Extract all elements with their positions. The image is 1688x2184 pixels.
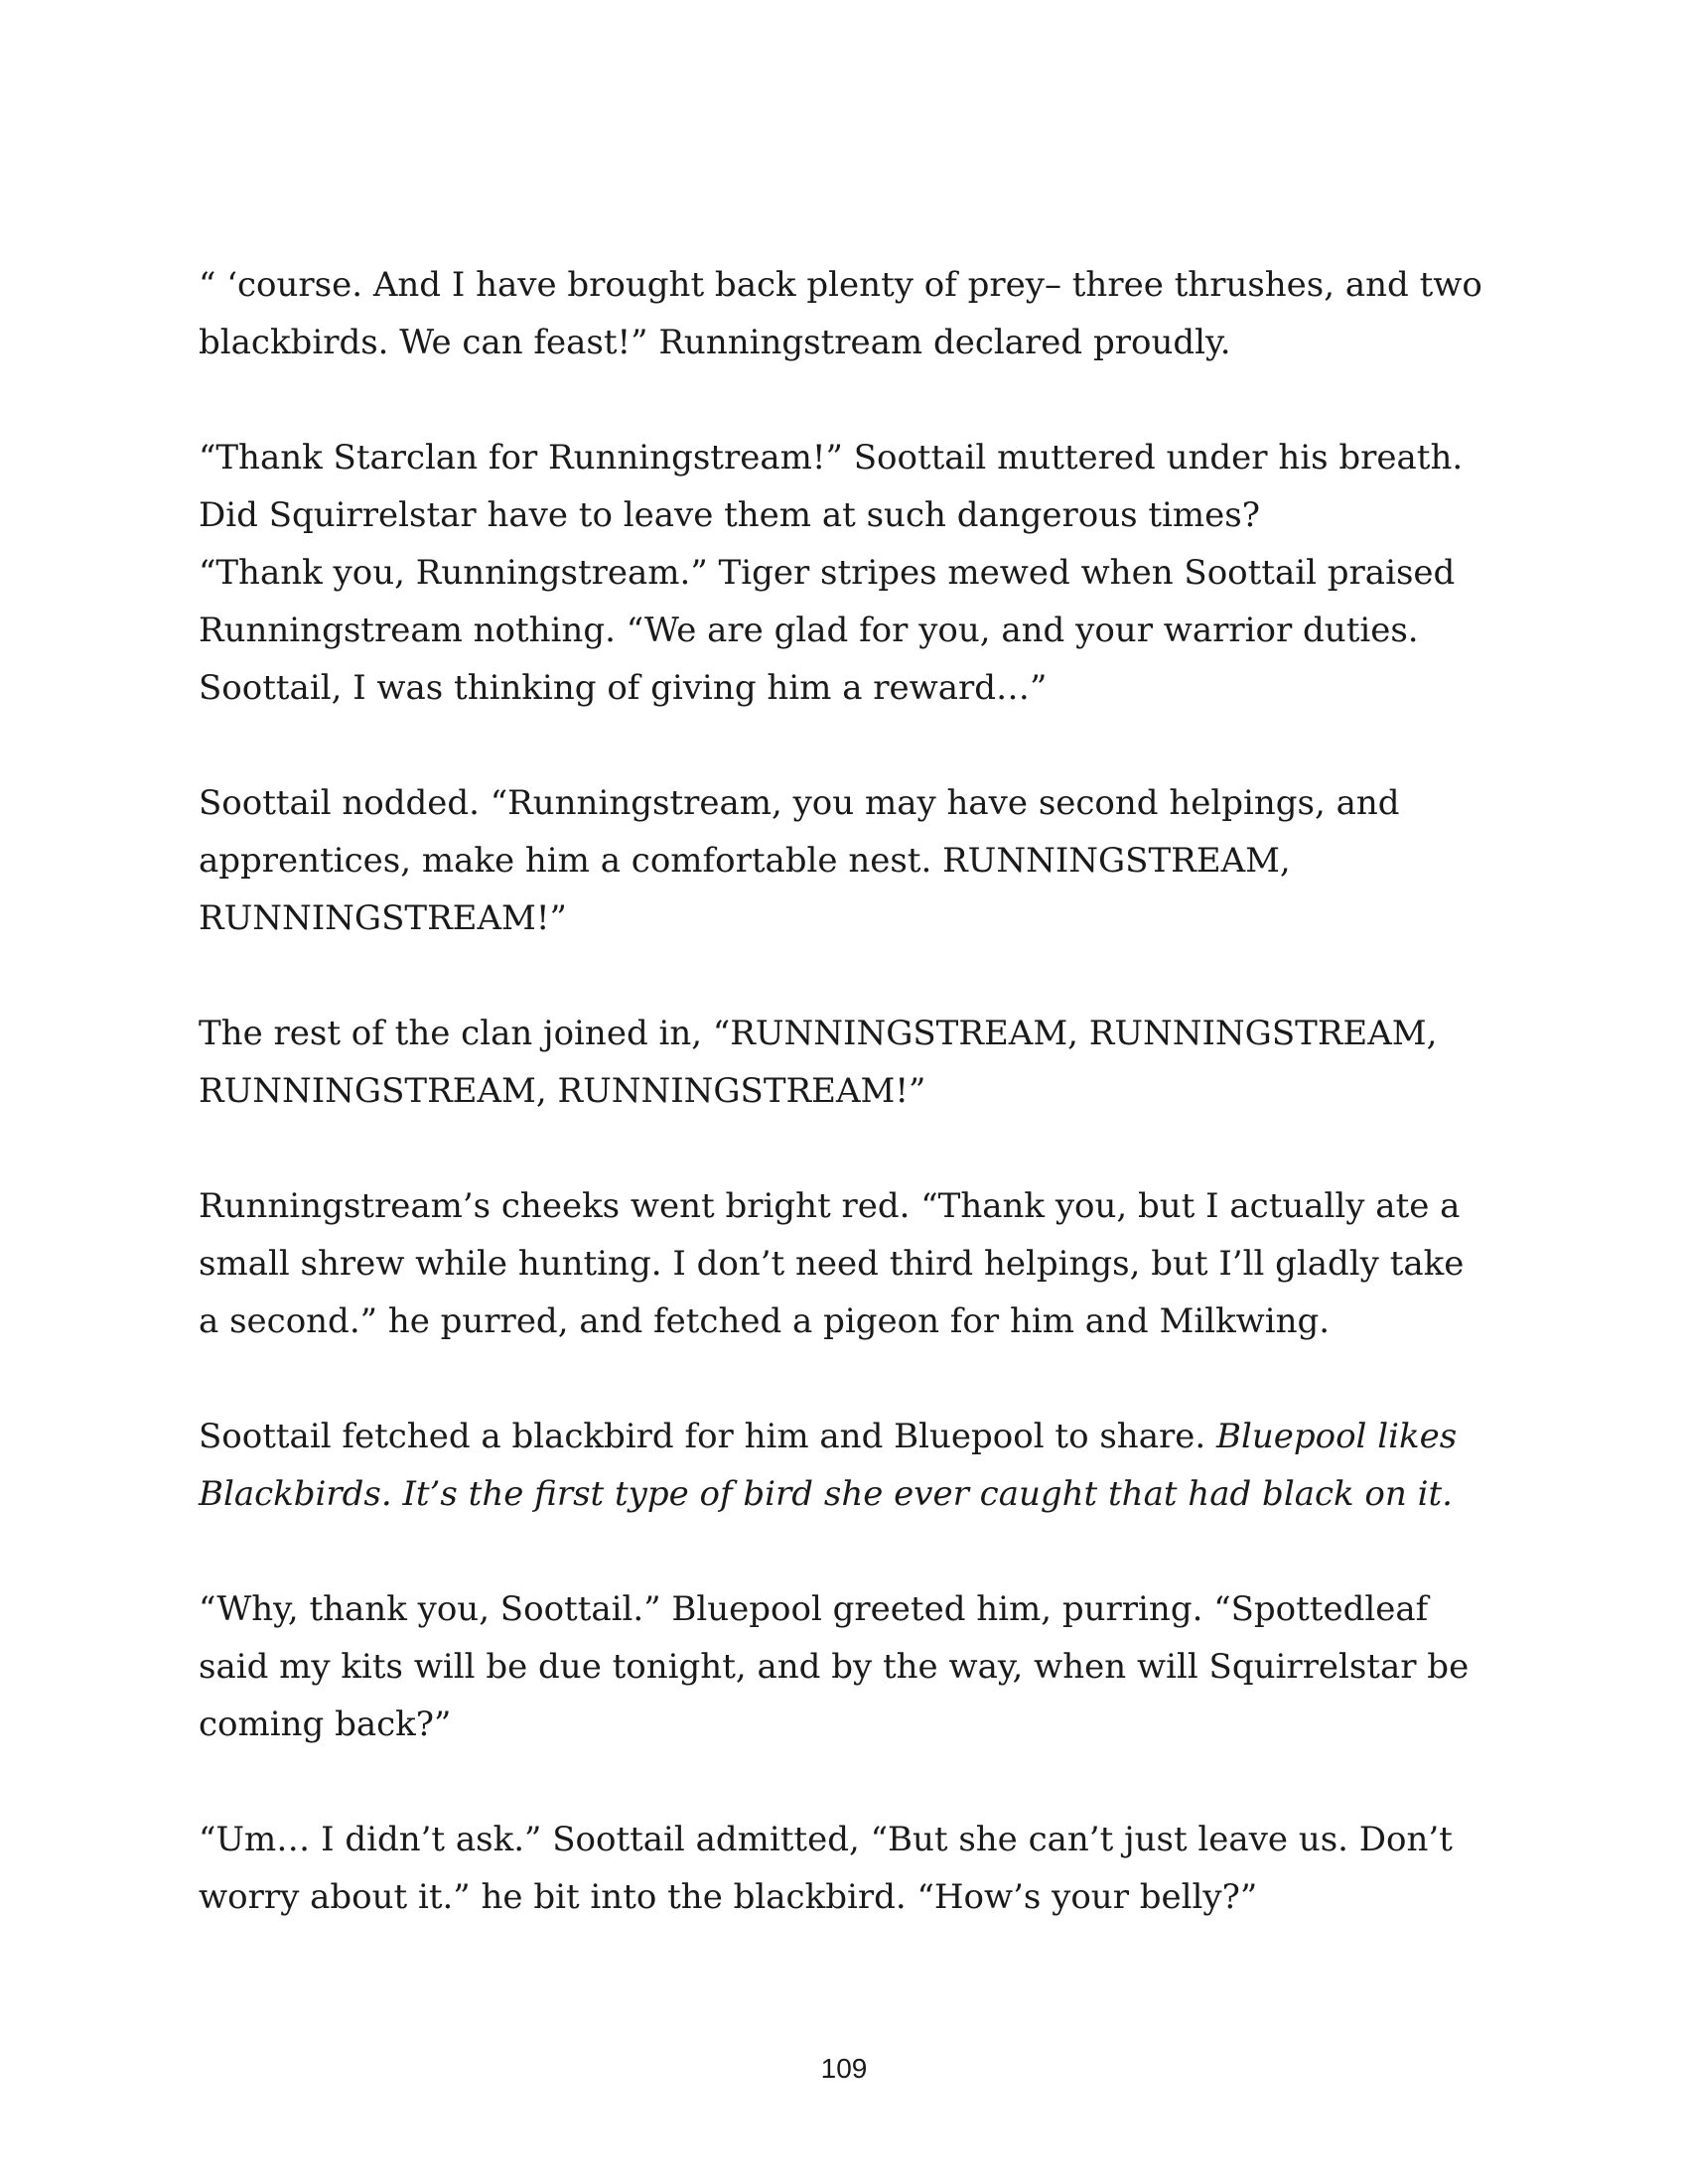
paragraph-6: Runningstream’s cheeks went bright red. “Thank you, but I actually ate a small shrew while hunting. I don’t need third helpings, but I’ll gladly take a second.” he purred, and fetched a pigeon for him and Milkwing. [199,1186,1465,1341]
italic-thought: Bluepool likes Blackbirds. It’s the first type of bird she ever caught that had black on it. [199,1417,1458,1514]
paragraph-4: Soottail nodded. “Runningstream, you may have second helpings, and apprentices, make him a comfortable nest. RUNNINGSTREAM, RUNNINGSTREAM!” [199,783,1400,938]
paragraph-2: “Thank Starclan for Runningstream!” Soottail muttered under his breath. Did Squirrelstar have to leave them at such dangerous times? [199,438,1464,535]
paragraph-7 [199,1408,1489,1523]
paragraph-5: The rest of the clan joined in, “RUNNINGSTREAM, RUNNINGSTREAM, RUNNINGSTREAM, RUNNINGSTREAM!” [199,1014,1438,1111]
body-text [199,256,1489,1983]
paragraph-3: “Thank you, Runningstream.” Tiger stripes mewed when Soottail praised Runningstream nothing. “We are glad for you, and your warrior duties. Soottail, I was thinking of giving him a reward…” [199,553,1456,708]
paragraph-9: “Um… I didn’t ask.” Soottail admitted, “But she can’t just leave us. Don’t worry about it.” he bit into the blackbird. “How’s your belly?” [199,1820,1453,1917]
page-number: 109 [820,2053,868,2084]
paragraph-1: “ ‘course. And I have brought back plenty of prey– three thrushes, and two blackbirds. We can feast!” Runningstream declared proudly. [199,265,1482,362]
paragraph-8: “Why, thank you, Soottail.” Bluepool greeted him, purring. “Spottedleaf said my kits will be due tonight, and by the way, when will Squirrelstar be coming back?” [199,1589,1470,1744]
paragraph-7-text: Soottail fetched a blackbird for him and Bluepool to share. [199,1417,1206,1456]
